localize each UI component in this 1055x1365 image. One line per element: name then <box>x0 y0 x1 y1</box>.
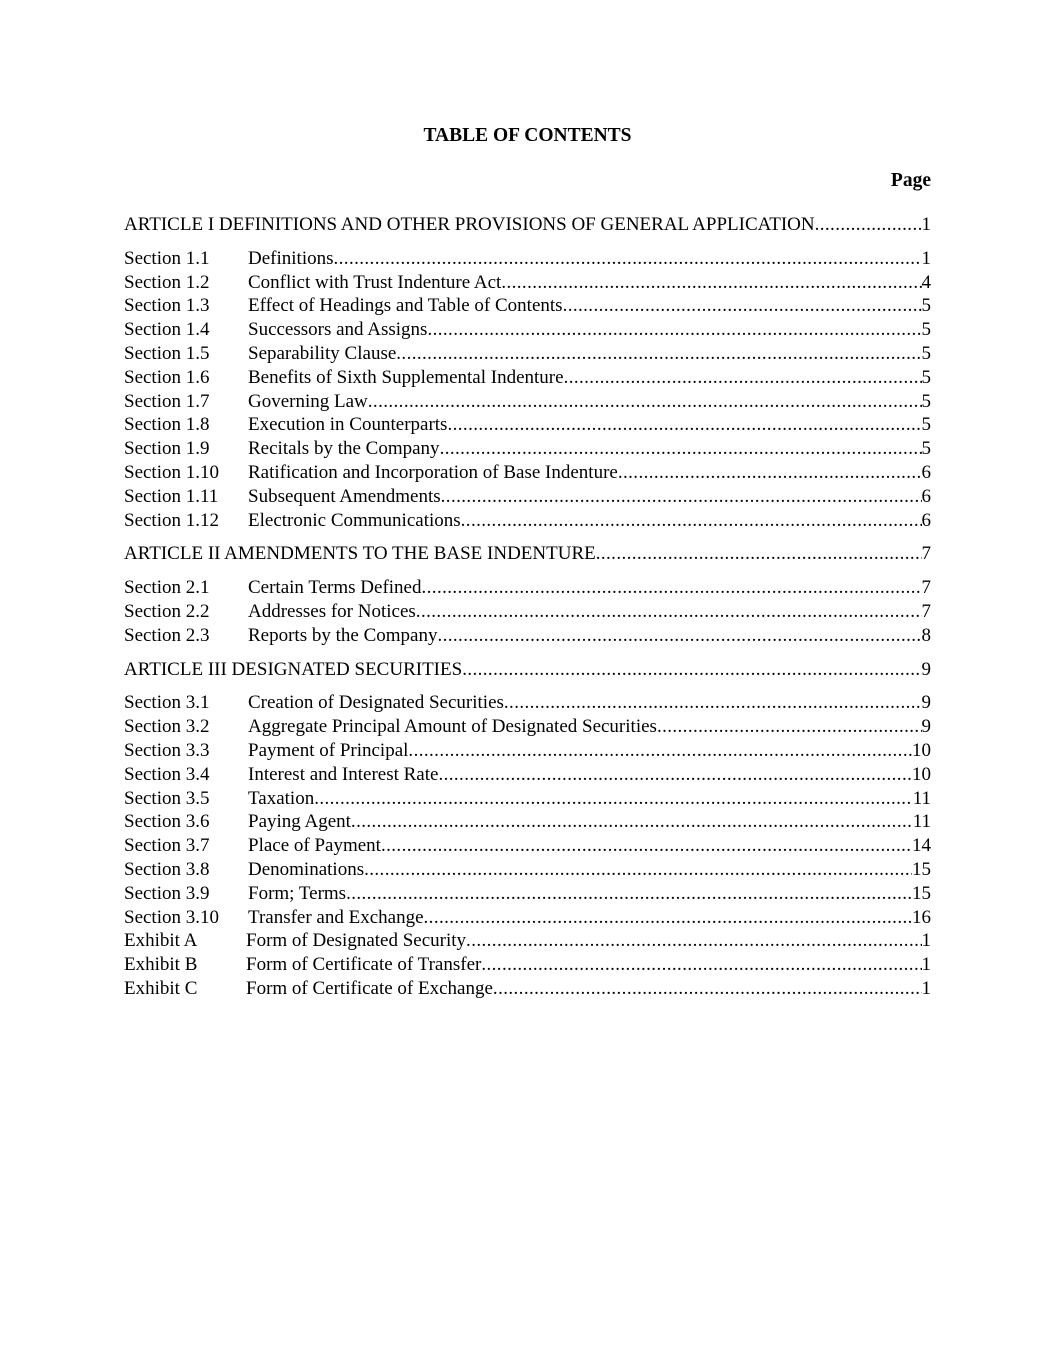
toc-article-1[interactable] <box>124 213 931 237</box>
dot-leader <box>441 485 922 509</box>
section-title: Definitions <box>248 247 334 269</box>
section-page-number: 6 <box>921 485 931 507</box>
section-label: Section 3.3 <box>124 739 210 761</box>
dot-leader <box>504 691 922 715</box>
section-title: Effect of Headings and Table of Contents <box>248 295 563 317</box>
section-label: Section 3.7 <box>124 835 210 857</box>
section-label: Section 1.10 <box>124 461 219 483</box>
section-page-number: 5 <box>921 414 931 436</box>
toc-entry-section-3-7[interactable] <box>124 834 931 858</box>
toc-entry-section-1-7[interactable] <box>124 390 931 414</box>
section-label: Section 1.9 <box>124 438 210 460</box>
section-page-number: 6 <box>921 509 931 531</box>
section-title: Certain Terms Defined <box>248 577 422 599</box>
section-label: Section 3.4 <box>124 763 210 785</box>
dot-leader <box>381 834 912 858</box>
dot-leader <box>815 213 922 237</box>
toc-entry-section-1-10[interactable] <box>124 461 931 485</box>
dot-leader <box>466 929 921 953</box>
toc-entry-section-2-3[interactable] <box>124 624 931 648</box>
dot-leader <box>657 715 922 739</box>
section-title: Denominations <box>248 858 365 880</box>
toc-entry-section-3-1[interactable] <box>124 691 931 715</box>
dot-leader <box>427 318 921 342</box>
section-label: Section 1.4 <box>124 319 210 341</box>
section-title: Subsequent Amendments <box>248 485 441 507</box>
section-label: Section 1.8 <box>124 414 210 436</box>
dot-leader <box>501 271 921 295</box>
dot-leader <box>424 906 912 930</box>
dot-leader <box>364 858 912 882</box>
toc-entry-section-3-6[interactable] <box>124 810 931 834</box>
section-label: Section 3.2 <box>124 716 210 738</box>
section-title: Aggregate Principal Amount of Designated Securities <box>248 716 657 738</box>
section-label: Section 3.10 <box>124 906 219 928</box>
section-label: Section 1.1 <box>124 247 210 269</box>
table-of-contents <box>124 213 931 1001</box>
article-title: ARTICLE II AMENDMENTS TO THE BASE INDENTURE <box>124 543 596 565</box>
section-page-number: 5 <box>921 342 931 364</box>
section-page-number: 5 <box>921 390 931 412</box>
exhibit-page-number: 1 <box>921 977 931 999</box>
article-title: ARTICLE I DEFINITIONS AND OTHER PROVISIONS OF GENERAL APPLICATION <box>124 214 815 235</box>
toc-entry-section-3-2[interactable] <box>124 715 931 739</box>
section-title: Separability Clause <box>248 342 397 364</box>
section-page-number: 5 <box>921 438 931 460</box>
section-label: Section 1.5 <box>124 342 210 364</box>
section-title: Reports by the Company <box>248 624 438 646</box>
page-column-heading: Page <box>890 170 931 191</box>
exhibit-title: Form of Designated Security <box>246 930 467 952</box>
article-page-number: 9 <box>921 658 931 680</box>
dot-leader <box>351 810 913 834</box>
toc-entry-section-1-12[interactable] <box>124 509 931 533</box>
section-page-number: 7 <box>921 600 931 622</box>
dot-leader <box>563 294 922 318</box>
section-title: Paying Agent <box>248 811 351 833</box>
dot-leader <box>493 977 922 1001</box>
section-title: Recitals by the Company <box>248 438 440 460</box>
toc-entry-section-2-1[interactable] <box>124 576 931 600</box>
section-page-number: 9 <box>921 716 931 738</box>
toc-entry-section-3-10[interactable] <box>124 906 931 930</box>
dot-leader <box>346 882 912 906</box>
toc-entry-section-1-4[interactable] <box>124 318 931 342</box>
dot-leader <box>422 576 922 600</box>
dot-leader <box>396 342 921 366</box>
dot-leader <box>596 542 922 566</box>
section-title: Form; Terms <box>248 882 347 904</box>
section-title: Conflict with Trust Indenture Act <box>248 271 502 293</box>
toc-entry-section-3-4[interactable] <box>124 763 931 787</box>
section-page-number: 4 <box>921 271 931 293</box>
section-label: Section 1.11 <box>124 485 219 507</box>
dot-leader <box>314 787 913 811</box>
section-title: Electronic Communications <box>248 509 461 531</box>
toc-entry-section-1-5[interactable] <box>124 342 931 366</box>
dot-leader <box>440 437 922 461</box>
dot-leader <box>461 509 922 533</box>
section-title: Successors and Assigns <box>248 319 428 341</box>
section-label: Section 1.3 <box>124 295 210 317</box>
section-title: Execution in Counterparts <box>248 414 448 436</box>
toc-title: TABLE OF CONTENTS <box>423 125 632 146</box>
section-title: Place of Payment <box>248 835 381 857</box>
section-label: Section 3.8 <box>124 858 210 880</box>
section-page-number: 5 <box>921 319 931 341</box>
exhibit-title: Form of Certificate of Transfer <box>246 954 482 976</box>
section-page-number: 7 <box>921 577 931 599</box>
section-label: Section 1.6 <box>124 366 210 388</box>
toc-entry-exhibit-a[interactable] <box>124 929 931 953</box>
toc-entry-section-1-11[interactable] <box>124 485 931 509</box>
section-title: Interest and Interest Rate <box>248 763 439 785</box>
toc-entry-section-3-9[interactable] <box>124 882 931 906</box>
section-title: Payment of Principal <box>248 739 409 761</box>
article-page-number: 1 <box>921 214 931 235</box>
exhibit-label: Exhibit B <box>124 954 198 976</box>
section-title: Taxation <box>248 787 315 809</box>
section-page-number: 16 <box>912 906 931 928</box>
toc-entry-section-1-2[interactable] <box>124 271 931 295</box>
toc-entry-section-2-2[interactable] <box>124 600 931 624</box>
section-title: Governing Law <box>248 390 368 412</box>
section-title: Benefits of Sixth Supplemental Indenture <box>248 366 564 388</box>
toc-entry-section-1-6[interactable] <box>124 366 931 390</box>
section-page-number: 5 <box>921 295 931 317</box>
article-title: ARTICLE III DESIGNATED SECURITIES <box>124 658 463 680</box>
section-page-number: 6 <box>921 461 931 483</box>
exhibit-label: Exhibit C <box>124 977 198 999</box>
section-label: Section 1.7 <box>124 390 210 412</box>
toc-article-3[interactable] <box>124 658 931 682</box>
section-page-number: 11 <box>912 787 931 809</box>
section-label: Section 2.1 <box>124 577 210 599</box>
article-page-number: 7 <box>921 543 931 565</box>
toc-entry-exhibit-b[interactable] <box>124 953 931 977</box>
toc-entry-section-1-9[interactable] <box>124 437 931 461</box>
section-label: Section 3.9 <box>124 882 210 904</box>
dot-leader <box>437 624 921 648</box>
section-page-number: 5 <box>921 366 931 388</box>
toc-entry-section-3-5[interactable] <box>124 787 931 811</box>
section-page-number: 10 <box>912 763 931 785</box>
section-label: Section 2.3 <box>124 624 210 646</box>
section-label: Section 2.2 <box>124 600 210 622</box>
section-title: Creation of Designated Securities <box>248 692 504 714</box>
dot-leader <box>416 600 922 624</box>
toc-entry-section-1-3[interactable] <box>124 294 931 318</box>
toc-entry-section-1-8[interactable] <box>124 413 931 437</box>
section-page-number: 8 <box>921 624 931 646</box>
dot-leader <box>462 658 921 682</box>
exhibit-page-number: 1 <box>921 954 931 976</box>
toc-entry-section-3-8[interactable] <box>124 858 931 882</box>
dot-leader <box>438 763 912 787</box>
section-title: Transfer and Exchange <box>248 906 424 928</box>
section-page-number: 10 <box>912 739 931 761</box>
dot-leader <box>408 739 912 763</box>
section-label: Section 1.12 <box>124 509 219 531</box>
section-page-number: 9 <box>921 692 931 714</box>
toc-entry-section-3-3[interactable] <box>124 739 931 763</box>
section-label: Section 3.6 <box>124 811 210 833</box>
section-page-number: 14 <box>912 835 931 857</box>
exhibit-label: Exhibit A <box>124 930 198 952</box>
toc-entry-exhibit-c[interactable] <box>124 977 931 1001</box>
section-title: Ratification and Incorporation of Base Indenture <box>248 461 618 483</box>
section-page-number: 15 <box>912 882 931 904</box>
section-page-number: 1 <box>921 247 931 269</box>
section-label: Section 3.5 <box>124 787 210 809</box>
section-title: Addresses for Notices <box>248 600 416 622</box>
dot-leader <box>564 366 922 390</box>
section-label: Section 1.2 <box>124 271 210 293</box>
exhibit-page-number: 1 <box>921 930 931 952</box>
exhibit-title: Form of Certificate of Exchange <box>246 977 493 999</box>
dot-leader <box>447 413 921 437</box>
section-page-number: 11 <box>912 811 931 833</box>
dot-leader <box>481 953 921 977</box>
dot-leader <box>334 247 922 271</box>
toc-entry-section-1-1[interactable] <box>124 247 931 271</box>
toc-article-2[interactable] <box>124 542 931 566</box>
section-page-number: 15 <box>912 858 931 880</box>
section-label: Section 3.1 <box>124 692 210 714</box>
dot-leader <box>368 390 922 414</box>
dot-leader <box>618 461 922 485</box>
